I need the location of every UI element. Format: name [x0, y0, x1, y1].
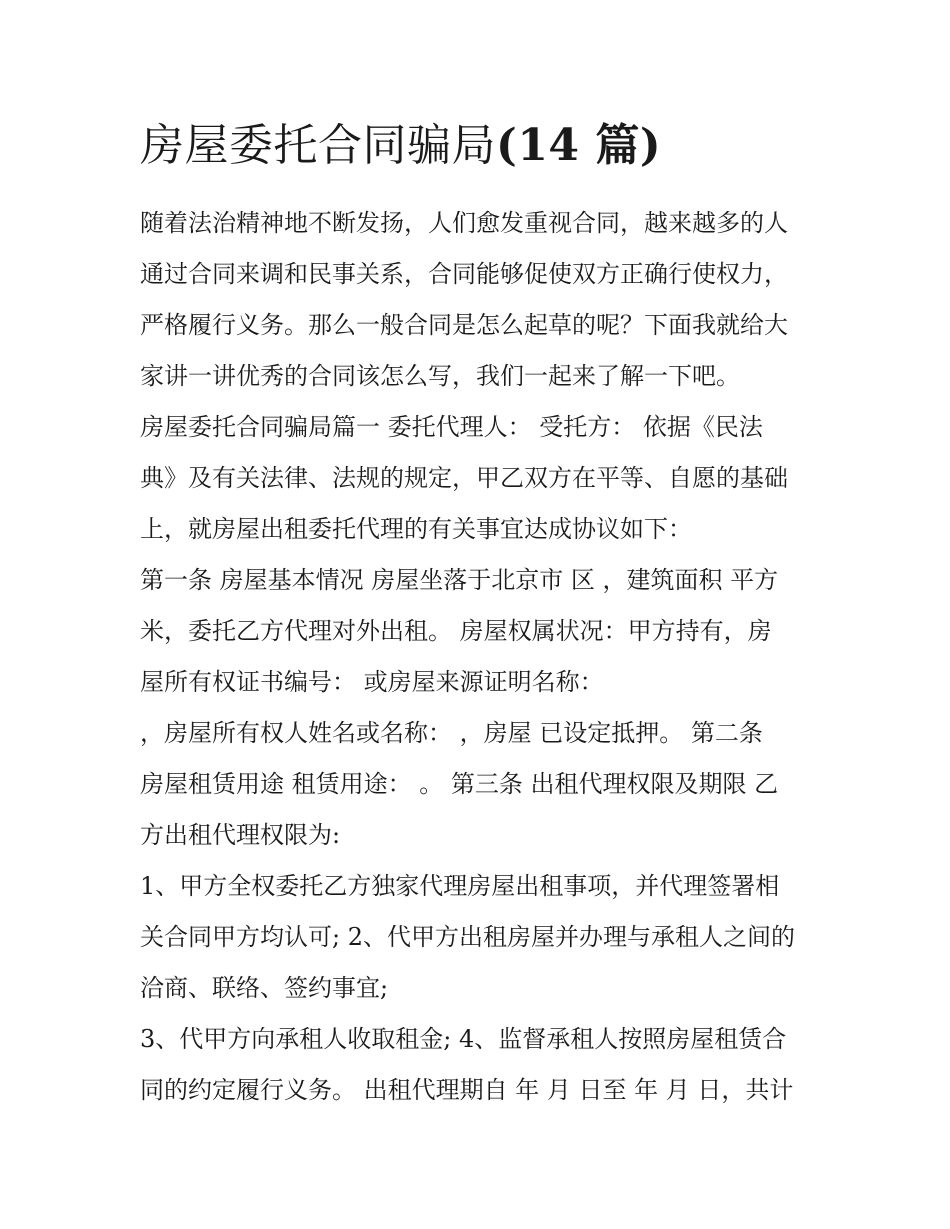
body-line: 1、甲方全权委托乙方独家代理房屋出租事项，并代理签署相 [140, 872, 780, 900]
title-suffix: (14 篇) [496, 120, 662, 171]
body-line: ，房屋所有权人姓名或名称： ，房屋 已设定抵押。 第二条 [140, 719, 763, 747]
body-line: 3、代甲方向承租人收取租金; 4、监督承租人按照房屋租赁合 [140, 1025, 787, 1053]
body-line: 上，就房屋出租委托代理的有关事宜达成协议如下： [140, 515, 692, 543]
title-main: 房屋委托合同骗局 [140, 120, 496, 171]
body-line: 通过合同来调和民事关系，合同能够促使双方正确行使权力， [140, 260, 788, 288]
body-line: 方出租代理权限为: [140, 821, 341, 849]
body-line: 第一条 房屋基本情况 房屋坐落于北京市 区 ，建筑面积 平方 [140, 566, 779, 594]
body-line: 屋所有权证书编号： 或房屋来源证明名称： [140, 668, 604, 696]
body-line: 关合同甲方均认可; 2、代甲方出租房屋并办理与承租人之间的 [140, 923, 795, 951]
body-line: 米，委托乙方代理对外出租。 房屋权属状况：甲方持有，房 [140, 617, 772, 645]
body-line: 洽商、联络、签约事宜; [140, 974, 389, 1002]
document-page [140, 112, 815, 1116]
body-line: 严格履行义务。那么一般合同是怎么起草的呢？下面我就给大 [140, 311, 788, 339]
body-line: 随着法治精神地不断发扬，人们愈发重视合同，越来越多的人 [140, 209, 788, 237]
document-title [140, 112, 815, 180]
document-body [140, 198, 815, 1116]
body-line: 房屋租赁用途 租赁用途： 。 第三条 出租代理权限及期限 乙 [140, 770, 779, 798]
body-line: 房屋委托合同骗局篇一 委托代理人： 受托方： 依据《民法 [140, 413, 763, 441]
body-line: 家讲一讲优秀的合同该怎么写，我们一起来了解一下吧。 [140, 362, 740, 390]
body-line: 同的约定履行义务。 出租代理期自 年 月 日至 年 月 日，共计 [140, 1076, 794, 1104]
body-line: 典》及有关法律、法规的规定，甲乙双方在平等、自愿的基础 [140, 464, 788, 492]
